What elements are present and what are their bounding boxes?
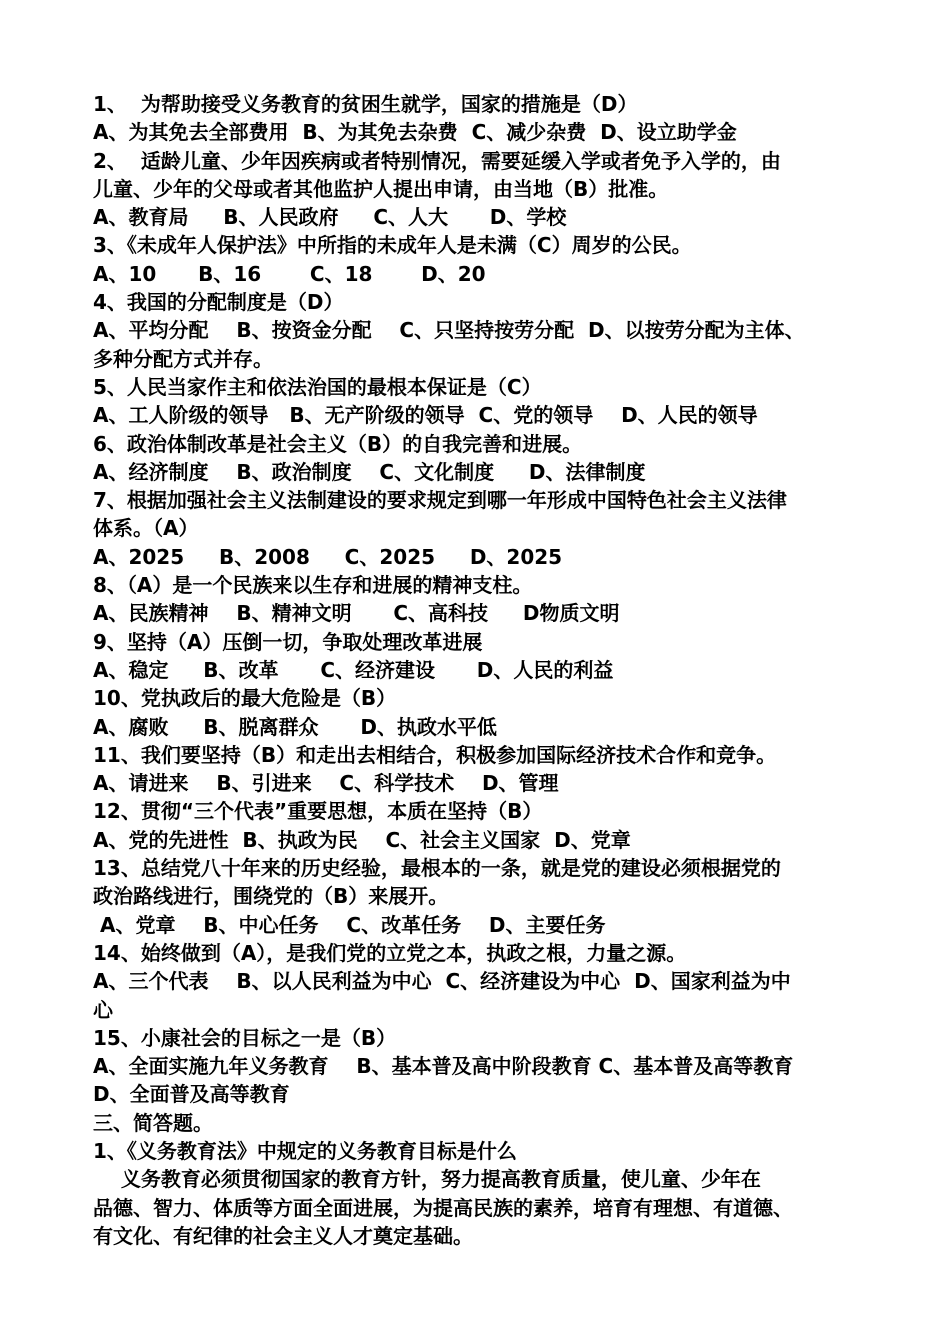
text-line: A、腐败 B、脱离群众 D、执政水平低 <box>93 714 497 739</box>
text-line: 7、根据加强社会主义法制建设的要求规定到哪一年形成中国特色社会主义法律 <box>93 488 787 513</box>
text-line: 多种分配方式并存。 <box>93 346 273 371</box>
text-line: A、请进来 B、引进来 C、科学技术 D、管理 <box>93 771 559 796</box>
text-line: A、为其免去全部费用 B、为其免去杂费 C、减少杂费 D、设立助学金 <box>93 120 737 145</box>
text-line: 义务教育必须贯彻国家的教育方针，努力提高教育质量，使儿童、少年在 <box>93 1167 761 1192</box>
text-line: 4、我国的分配制度是（D） <box>93 290 344 315</box>
text-line: 体系。（A） <box>93 516 199 541</box>
text-line: D、全面普及高等教育 <box>93 1082 290 1107</box>
text-line: A、10 B、16 C、18 D、20 <box>93 261 486 286</box>
text-line: 15、小康社会的目标之一是（B） <box>93 1025 397 1050</box>
text-line: A、稳定 B、改革 C、经济建设 D、人民的利益 <box>93 657 614 682</box>
text-line: 3、《未成年人保护法》中所指的未成年人是未满（C）周岁的公民。 <box>93 233 692 258</box>
text-line: A、党章 B、中心任务 C、改革任务 D、主要任务 <box>93 912 606 937</box>
text-line: 心 <box>93 997 113 1022</box>
text-line: 13、总结党八十年来的历史经验，最根本的一条，就是党的建设必须根据党的 <box>93 856 781 881</box>
text-line: A、2025 B、2008 C、2025 D、2025 <box>93 544 563 569</box>
text-line: A、经济制度 B、政治制度 C、文化制度 D、法律制度 <box>93 459 646 484</box>
text-line: A、教育局 B、人民政府 C、人大 D、学校 <box>93 205 567 230</box>
text-line: 9、坚持（A）压倒一切，争取处理改革进展 <box>93 629 483 654</box>
text-line: A、工人阶级的领导 B、无产阶级的领导 C、党的领导 D、人民的领导 <box>93 403 758 428</box>
text-line: 6、政治体制改革是社会主义（B）的自我完善和进展。 <box>93 431 583 456</box>
text-line: 10、党执政后的最大危险是（B） <box>93 686 397 711</box>
text-line: 儿童、少年的父母或者其他监护人提出申请，由当地（B）批准。 <box>93 176 669 201</box>
text-line: 有文化、有纪律的社会主义人才奠定基础。 <box>93 1223 473 1248</box>
text-line: 12、贯彻“三个代表”重要思想，本质在坚持（B） <box>93 799 543 824</box>
text-line: 14、始终做到（A），是我们党的立党之本，执政之根，力量之源。 <box>93 940 687 965</box>
text-line: 1、《义务教育法》中规定的义务教育目标是什么 <box>93 1138 517 1163</box>
text-line: 品德、智力、体质等方面全面进展，为提高民族的素养，培育有理想、有道德、 <box>93 1195 793 1220</box>
text-line: A、全面实施九年义务教育 B、基本普及高中阶段教育 C、基本普及高等教育 <box>93 1054 794 1079</box>
text-line: A、民族精神 B、精神文明 C、高科技 D物质文明 <box>93 601 620 626</box>
text-line: A、三个代表 B、以人民利益为中心 C、经济建设为中心 D、国家利益为中 <box>93 969 791 994</box>
text-line: 政治路线进行，围绕党的（B）来展开。 <box>93 884 449 909</box>
text-line: 2、 适龄儿童、少年因疾病或者特别情况，需要延缓入学或者免予入学的，由 <box>93 148 781 173</box>
section-heading: 三、简答题。 <box>93 1110 213 1135</box>
text-line: A、党的先进性 B、执政为民 C、社会主义国家 D、党章 <box>93 827 631 852</box>
text-line: 8、（A）是一个民族来以生存和进展的精神支柱。 <box>93 573 533 598</box>
text-line: 11、我们要坚持（B）和走出去相结合，积极参加国际经济技术合作和竞争。 <box>93 742 777 767</box>
document-body <box>93 90 873 1250</box>
text-line: 5、人民当家作主和依法治国的最根本保证是（C） <box>93 374 542 399</box>
text-line: A、平均分配 B、按资金分配 C、只坚持按劳分配 D、以按劳分配为主体、 <box>93 318 805 343</box>
text-line: 1、 为帮助接受义务教育的贫困生就学，国家的措施是（D） <box>93 92 638 116</box>
